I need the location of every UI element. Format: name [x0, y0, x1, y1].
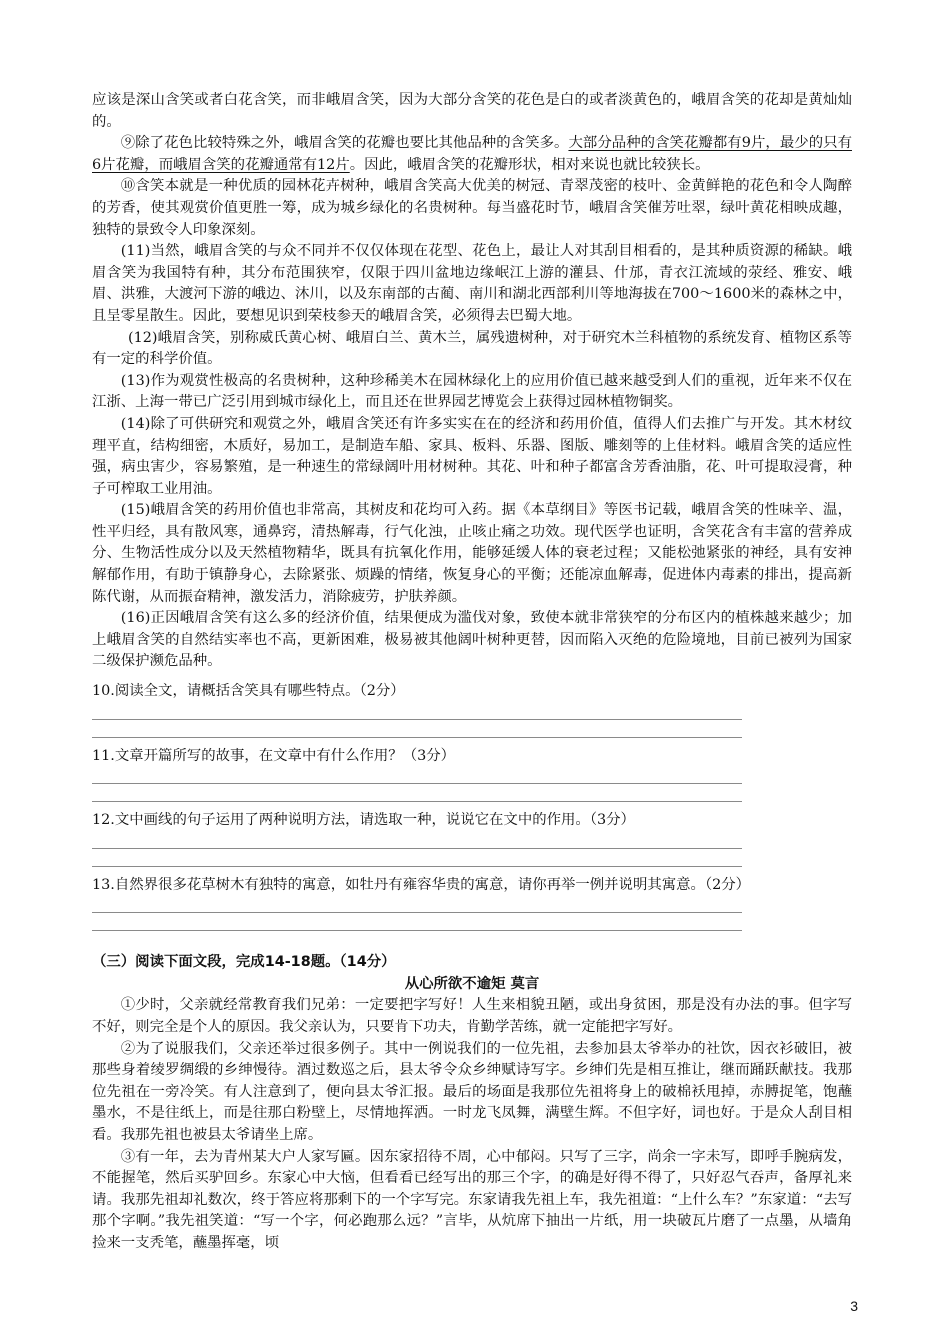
paragraph-9-lead: ⑨除了花色比较特殊之外，峨眉含笑的花瓣也要比其他品种的含笑多。 — [120, 135, 569, 152]
section-3-title: （三）阅读下面文段，完成14-18题。（14分） — [92, 954, 396, 971]
question-13-block — [92, 875, 852, 932]
paragraph-12: (12)峨眉含笑，别称威氏黄心树、峨眉白兰、黄木兰，属残遗树种，对于研究木兰科植物的系统发育、植物区系等有一定的科学价值。 — [92, 329, 852, 368]
paragraph-15: (15)峨眉含笑的药用价值也非常高，其树皮和花均可入药。据《本草纲目》等医书记载，峨眉含笑的性味辛、温，性平归经，具有散风寒，通鼻窍，清热解毒，行气化浊，止咳止痛之功效。现代医学也证明，含笑花含有丰富的营养成分、生物活性成分以及天然植物精华，既具有抗氧化作用，能够延缓人体的衰老过程；又能松弛紧张的神经，具有安神解郁作用，有助于镇静身心，去除紧张、烦躁的情绪，恢复身心的平衡；还能凉血解毒，促进体内毒素的排出，提高新陈代谢，从而振奋精神，激发活力，消除疲劳，护肤养颜。 — [92, 502, 852, 605]
paragraph-continuation: 应该是深山含笑或者白花含笑，而非峨眉含笑，因为大部分含笑的花色是白的或者淡黄色的，峨眉含笑的花却是黄灿灿的。 — [92, 92, 852, 130]
question-13: 13.自然界很多花草树木有独特的寓意，如牡丹有雍容华贵的寓意，请你再举一例并说明其寓意。（2分） — [92, 876, 751, 893]
paragraph-9 — [92, 133, 852, 176]
answer-line[interactable] — [92, 719, 742, 720]
essay-paragraph-1: ①少时，父亲就经常教育我们兄弟：一定要把字写好！人生来相貌丑陋，或出身贫困，那是没有办法的事。但字写不好，则完全是个人的原因。我父亲认为，只要肯下功夫，肯勤学苦练，就一定能把字写好。 — [92, 997, 852, 1035]
answer-line[interactable] — [92, 848, 742, 849]
answer-line[interactable] — [92, 866, 742, 867]
question-12: 12.文中画线的句子运用了两种说明方法，请选取一种，说说它在文中的作用。（3分） — [92, 812, 635, 829]
document-page — [92, 90, 852, 1255]
question-10-block — [92, 681, 852, 738]
page-number: 3 — [850, 1298, 858, 1314]
question-11: 11.文章开篇所写的故事，在文章中有什么作用？（3分） — [92, 747, 456, 764]
paragraph-13: (13)作为观赏性极高的名贵树种，这种珍稀美木在园林绿化上的应用价值已越来越受到人们的重视，近年来不仅在江浙、上海一带已广泛引用到城市绿化上，而且还在世界园艺博览会上获得过园林植物铜奖。 — [92, 372, 852, 411]
underlined-sentence: 大部分品种的含笑花瓣都有9片，最少的只有6片花瓣，而峨眉含笑的花瓣通常有12片 — [92, 135, 852, 173]
answer-line[interactable] — [92, 912, 742, 913]
essay-paragraph-3: ③有一年，去为青州某大户人家写匾。因东家招待不周，心中郁闷。只写了三字，尚余一字未写，即呼手腕病发，不能握笔，然后买驴回乡。东家心中大恼，但看看已经写出的那三个字，的确是好得不得了，只好忍气吞声，备厚礼来请。我那先祖却礼数次，终于答应将那剩下的一个字写完。东家请我先祖上车，我先祖道：“上什么车？”东家道：“去写那个字啊。”我先祖笑道：“写一个字，何必跑那么远？”言毕，从炕席下抽出一片纸，用一块破瓦片磨了一点墨，从墙角捡来一支秃笔，蘸墨挥毫，顷 — [92, 1148, 852, 1251]
answer-line[interactable] — [92, 930, 742, 931]
paragraph-10: ⑩含笑本就是一种优质的园林花卉树种，峨眉含笑高大优美的树冠、青翠茂密的枝叶、金黄鲜艳的花色和令人陶醉的芳香，使其观赏价值更胜一筹，成为城乡绿化的名贵树种。每当盛花时节，峨眉含笑催芳吐翠，绿叶黄花相映成趣，独特的景致令人印象深刻。 — [92, 178, 852, 238]
question-10: 10.阅读全文，请概括含笑具有哪些特点。（2分） — [92, 683, 405, 700]
essay-paragraph-2: ②为了说服我们，父亲还举过很多例子。其中一例说我们的一位先祖，去参加县太爷举办的社饮，因衣衫破旧，被那些身着绫罗绸缎的乡绅慢待。酒过数巡之后，县太爷令众乡绅赋诗写字。乡绅们先是相互推让，继而踊跃献技。我那位先祖在一旁冷笑。有人注意到了，便向县太爷汇报。最后的场面是我那位先祖将身上的破棉袄甩掉，赤膊捉笔，饱蘸墨水，不是往纸上，而是往那白粉壁上，尽情地挥洒。一时龙飞凤舞，满壁生辉。不但字好，词也好。于是众人刮目相看。我那先祖也被县太爷请坐上席。 — [92, 1040, 852, 1143]
answer-line[interactable] — [92, 737, 742, 738]
question-11-block — [92, 746, 852, 803]
paragraph-16: (16)正因峨眉含笑有这么多的经济价值，结果便成为滥伐对象，致使本就非常狭窄的分布区内的植株越来越少；加上峨眉含笑的自然结实率也不高，更新困难，极易被其他阔叶树种更替，因而陷入灭绝的危险境地，目前已被列为国家二级保护濒危品种。 — [92, 610, 852, 670]
answer-line[interactable] — [92, 783, 742, 784]
answer-line[interactable] — [92, 801, 742, 802]
paragraph-14: (14)除了可供研究和观赏之外，峨眉含笑还有许多实实在在的经济和药用价值，值得人们去推广与开发。其木材纹理平直，结构细密，木质好，易加工，是制造车船、家具、板料、乐器、图版、雕刻等的上佳材料。峨眉含笑的适应性强，病虫害少，容易繁殖，是一种速生的常绿阔叶用材树种。其花、叶和种子都富含芳香油脂，花、叶可提取浸膏，种子可榨取工业用油。 — [92, 415, 852, 497]
paragraph-9-tail: 。因此，峨眉含笑的花瓣形状，相对来说也就比较狭长。 — [349, 156, 710, 173]
essay-title: 从心所欲不逾矩 莫言 — [404, 976, 540, 993]
paragraph-11: (11)当然，峨眉含笑的与众不同并不仅仅体现在花型、花色上，最让人对其刮目相看的，是其种质资源的稀缺。峨眉含笑为我国特有种，其分布范围狭窄，仅限于四川盆地边缘岷江上游的灌县、什邡，青衣江流域的荥经、雅安、峨眉、洪雅，大渡河下游的峨边、沐川，以及东南部的古蔺、南川和湖北西部利川等地海拔在700～1600米的森林之中，且呈零星散生。因此，要想见识到荣枝参天的峨眉含笑，必须得去巴蜀大地。 — [92, 243, 852, 324]
question-12-block — [92, 810, 852, 867]
